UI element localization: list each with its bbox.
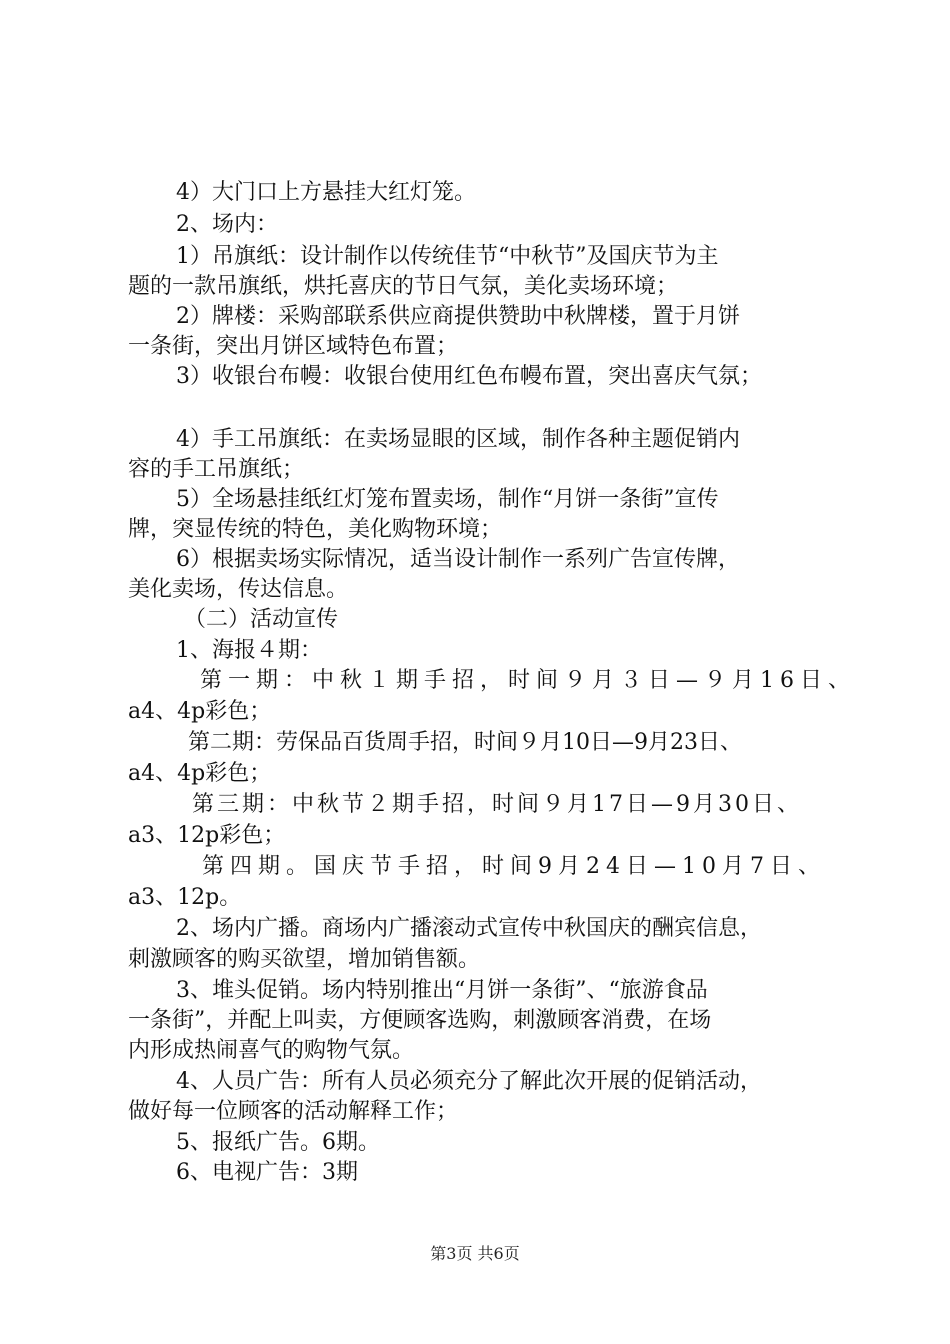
paragraph-line: 牌，突显传统的特色，美化购物环境；	[128, 517, 503, 542]
paragraph-line: 第一期：中秋１期手招，时间９月３日—９月16日、	[200, 668, 856, 693]
paragraph-line: 6）根据卖场实际情况，适当设计制作一系列广告宣传牌，	[176, 547, 740, 572]
paragraph-line: 5）全场悬挂纸红灯笼布置卖场，制作“月饼一条街”宣传	[176, 487, 719, 512]
paragraph-line: 3、堆头促销。场内特别推出“月饼一条街”、“旅游食品	[176, 978, 708, 1003]
paragraph-line: 内形成热闹喜气的购物气氛。	[128, 1038, 415, 1063]
paragraph-line: 6、电视广告：3期	[176, 1160, 358, 1185]
paragraph-line: 4）大门口上方悬挂大红灯笼。	[176, 180, 476, 205]
paragraph-line: 3）收银台布幔：收银台使用红色布幔布置，突出喜庆气氛；	[176, 364, 762, 389]
paragraph-line: 4、人员广告：所有人员必须充分了解此次开展的促销活动，	[176, 1069, 762, 1094]
paragraph-line: 1）吊旗纸：设计制作以传统佳节“中秋节”及国庆节为主	[176, 244, 719, 269]
paragraph-line: a3、12p彩色；	[128, 823, 286, 848]
section-heading: （二）活动宣传	[184, 607, 339, 632]
paragraph-line: a3、12p。	[128, 885, 242, 910]
paragraph-line: 刺激顾客的购买欲望，增加销售额。	[128, 947, 481, 972]
paragraph-line: 一条街，突出月饼区域特色布置；	[128, 334, 459, 359]
paragraph-line: 4）手工吊旗纸：在卖场显眼的区域，制作各种主题促销内	[176, 427, 740, 452]
paragraph-line: 第二期：劳保品百货周手招，时间９月10日—9月23日、	[188, 730, 742, 755]
paragraph-line: 美化卖场，传达信息。	[128, 577, 349, 602]
page-number-footer: 第3页 共6页	[430, 1244, 520, 1263]
paragraph-line: 2、场内广播。商场内广播滚动式宣传中秋国庆的酬宾信息，	[176, 916, 762, 941]
paragraph-line: 一条街”，并配上叫卖，方便顾客选购，刺激顾客消费，在场	[128, 1008, 712, 1033]
paragraph-line: 5、报纸广告。6期。	[176, 1130, 380, 1155]
paragraph-line: 题的一款吊旗纸，烘托喜庆的节日气氛，美化卖场环境；	[128, 274, 679, 299]
paragraph-line: 第三期：中秋节２期手招，时间９月17日—9月30日、	[192, 792, 802, 817]
paragraph-line: 2）牌楼：采购部联系供应商提供赞助中秋牌楼，置于月饼	[176, 304, 740, 329]
paragraph-line: 1、海报４期：	[176, 638, 322, 663]
paragraph-line: 容的手工吊旗纸；	[128, 457, 305, 482]
paragraph-line: 做好每一位顾客的活动解释工作；	[128, 1099, 459, 1124]
paragraph-line: a4、4p彩色；	[128, 761, 272, 786]
paragraph-line: 第四期。国庆节手招，时间9月24日—10月7日、	[202, 854, 826, 879]
paragraph-line: a4、4p彩色；	[128, 699, 272, 724]
paragraph-line: 2、场内：	[176, 212, 278, 237]
